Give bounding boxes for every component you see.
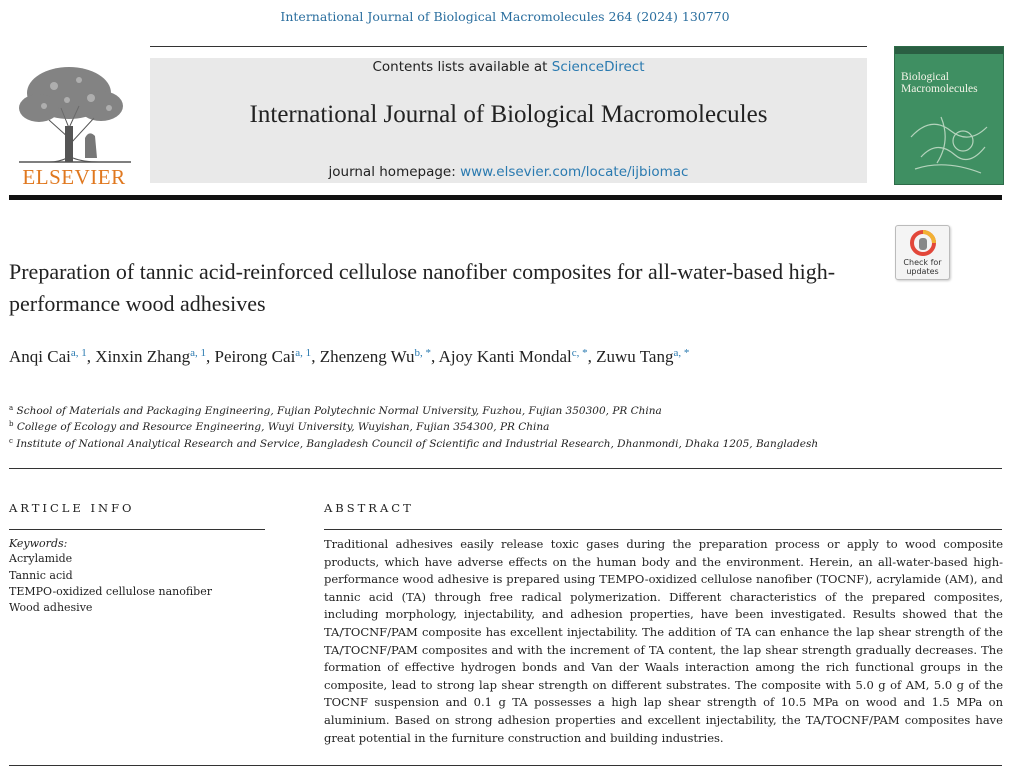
keyword[interactable]: Wood adhesive xyxy=(9,601,93,614)
article-info-rule xyxy=(9,529,265,530)
author[interactable] xyxy=(439,347,588,366)
bottom-rule xyxy=(9,765,1002,766)
author[interactable] xyxy=(320,347,431,366)
abstract-text: Traditional adhesives easily release toxic gases during the preparation process or apply to wood composite products, which have adverse effects on the human body and the environment. Herein, an all-water-based high-performance wood adhesive is prepared using TEMPO-oxidized cellulose nanofiber (TOCNF), acrylamide (AM), and tannic acid (TA) through free radical polymerization. Different characteristics of the prepared composites, including morphology, injectability, and adhesion properties, have been investigated. Results showed that the TA/TOCNF/PAM composite has excellent injectability. The addition of TA can enhance the lap shear strength of the TA/TOCNF/PAM composites and with the increment of TA content, the lap shear strength gradually decreases. The formation of effective hydrogen bonds and Van der Waals interaction among the rich functional groups in the composite, lead to strong lap shear strength on different substrates. The composite with 5.0 g of AM, 5.0 g of the TOCNF suspension and 0.1 g TA possesses a high lap shear strength of 10.5 MPa on wood and 1.5 MPa on aluminium. Based on strong adhesion properties and excellent injectability, the TA/TOCNF/PAM composites have great potential in the furniture construction and building industries. xyxy=(324,537,1003,745)
header-thick-rule xyxy=(9,195,1002,200)
keyword[interactable]: Tannic acid xyxy=(9,569,73,582)
abstract-heading: ABSTRACT xyxy=(324,501,414,515)
affiliation-mark: b xyxy=(9,420,14,428)
abstract-rule xyxy=(324,529,1002,530)
affiliation-mark: c xyxy=(9,437,13,445)
affiliation-c xyxy=(9,437,999,450)
author-name[interactable]: Xinxin Zhang xyxy=(95,347,191,366)
author-name[interactable]: Anqi Cai xyxy=(9,347,71,366)
homepage-line xyxy=(150,164,867,180)
author-affiliation-mark[interactable]: a, 1 xyxy=(70,347,87,359)
affiliation-a xyxy=(9,404,999,417)
journal-homepage-link[interactable]: www.elsevier.com/locate/ijbiomac xyxy=(460,164,689,180)
check-for-updates-label[interactable]: Check for updates xyxy=(903,258,942,276)
journal-cover-image[interactable] xyxy=(894,46,1004,185)
author-name[interactable]: Zhenzeng Wu xyxy=(319,347,415,366)
keyword[interactable]: TEMPO-oxidized cellulose nanofiber xyxy=(9,585,212,598)
author-name[interactable]: Peirong Cai xyxy=(214,347,296,366)
check-for-updates-icon xyxy=(909,229,937,257)
publisher-name[interactable]: ELSEVIER xyxy=(22,165,126,189)
author-affiliation-mark[interactable]: a, * xyxy=(673,347,690,359)
homepage-prefix: journal homepage: xyxy=(328,164,461,180)
section-divider xyxy=(9,468,1002,469)
author-list: Anqi Cai$^{a, 1}$, Xinxin Zhang$^{a, 1}$, Peirong Cai$^{a, 1}$, Zhenzeng $Wu^{b, *}$, Ajoy Kanti Mondal$^{c, *}$, Zuwu Tang$^{a, *}$ xyxy=(9,347,690,366)
affiliation-mark: a xyxy=(9,404,14,412)
contents-prefix: Contents lists available at xyxy=(372,59,552,75)
author[interactable] xyxy=(596,347,689,366)
cover-top-band xyxy=(895,47,1003,54)
author-affiliation-mark[interactable]: c, * xyxy=(571,347,588,359)
sciencedirect-link[interactable]: ScienceDirect xyxy=(551,59,645,75)
author[interactable] xyxy=(9,347,87,366)
affiliation-text: School of Materials and Packaging Engineering, Fujian Polytechnic Normal University, Fuzhou, Fujian 350300, PR China xyxy=(16,405,662,417)
author-affiliation-mark[interactable]: b, * xyxy=(414,347,432,359)
journal-citation[interactable]: International Journal of Biological Macromolecules 264 (2024) 130770 xyxy=(280,9,730,24)
article-info-heading: ARTICLE INFO xyxy=(9,501,135,515)
author-name[interactable]: Ajoy Kanti Mondal xyxy=(438,347,572,366)
header-top-rule xyxy=(150,46,867,47)
journal-title: International Journal of Biological Macromolecules xyxy=(249,101,768,128)
affiliation-text: Institute of National Analytical Research and Service, Bangladesh Council of Scientific and Industrial Research, Dhanmondi, Dhaka 1205, Bangladesh xyxy=(16,438,819,450)
keyword[interactable]: Acrylamide xyxy=(9,552,73,565)
article-title: Preparation of tannic acid-reinforced cellulose nanofiber composites for all-water-based high-performance wood adhesives xyxy=(9,259,836,316)
author[interactable] xyxy=(215,347,312,366)
affiliation-b xyxy=(9,420,999,433)
author-name[interactable]: Zuwu Tang xyxy=(596,347,674,366)
author[interactable] xyxy=(95,347,206,366)
author-affiliation-mark[interactable]: a, 1 xyxy=(295,347,312,359)
contents-line xyxy=(150,59,867,75)
keywords-label: Keywords: xyxy=(9,537,68,550)
cover-illustration xyxy=(901,107,997,179)
affiliation-text: College of Ecology and Resource Engineering, Wuyi University, Wuyishan, Fujian 354300, PR China xyxy=(16,421,550,433)
cover-title: Biological Macromolecules xyxy=(901,71,978,95)
author-affiliation-mark[interactable]: a, 1 xyxy=(190,347,207,359)
